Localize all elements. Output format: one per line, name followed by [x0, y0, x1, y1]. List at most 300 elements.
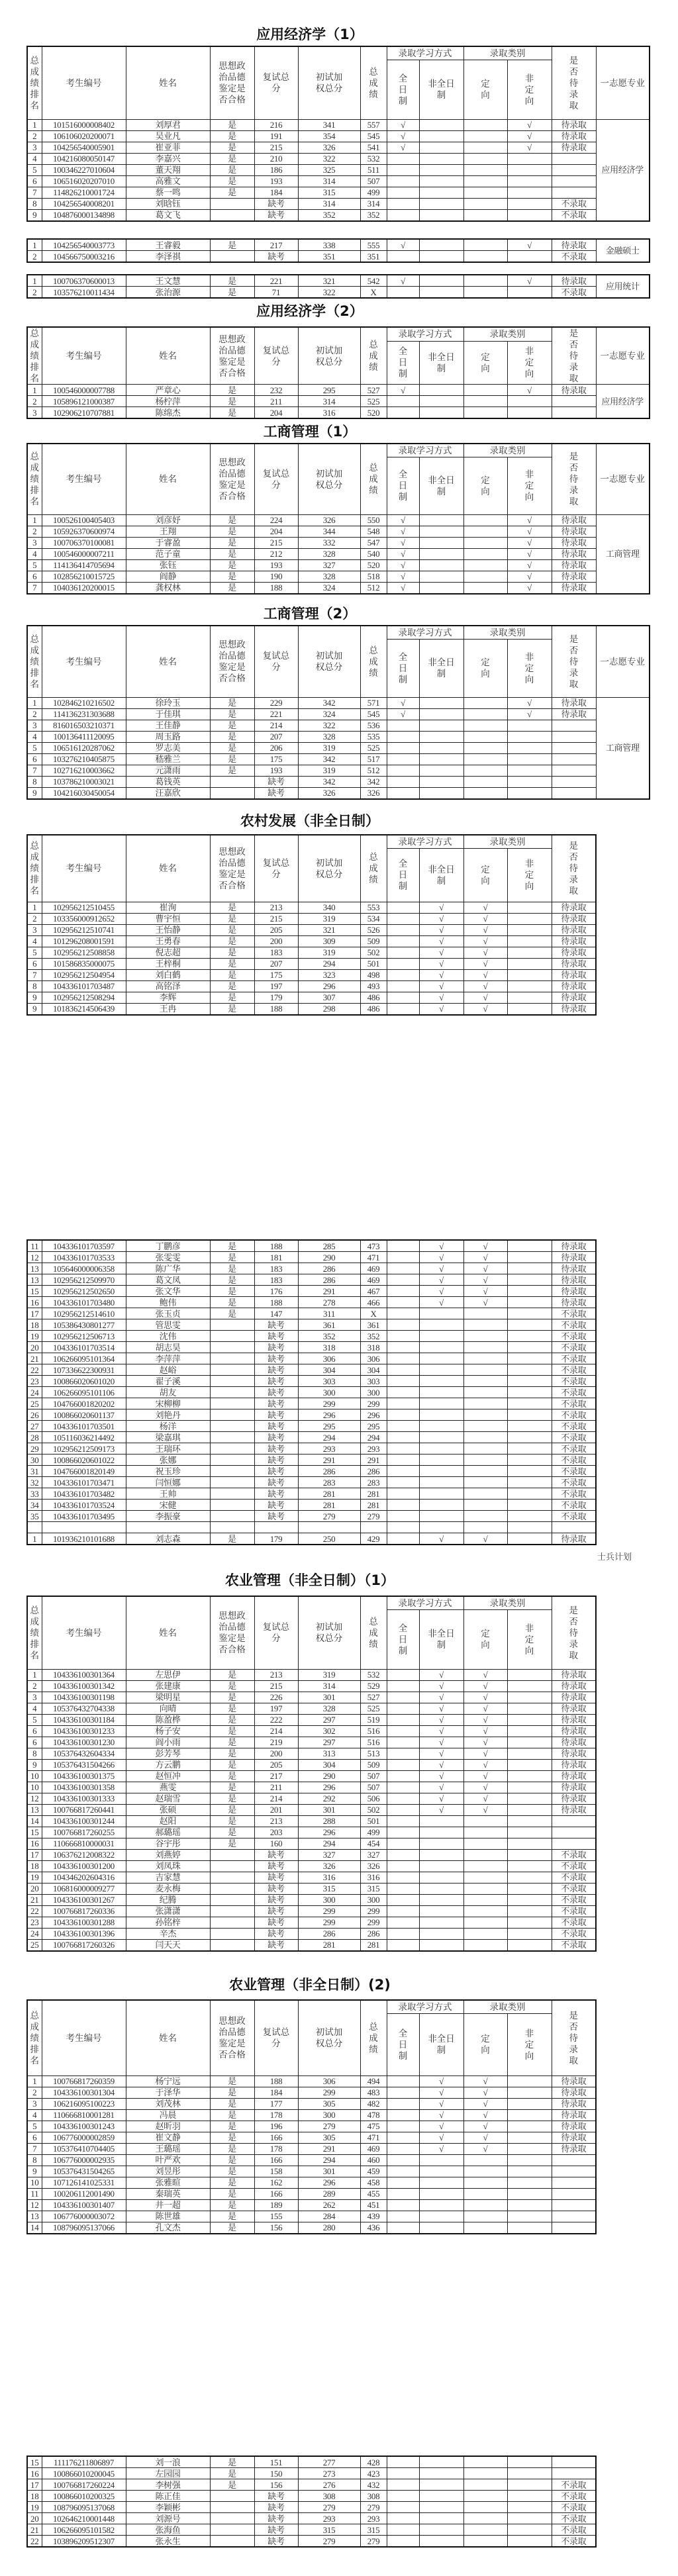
politics-pass: 是	[210, 2222, 254, 2234]
total-score: 293	[360, 1443, 387, 1455]
pending-status: 不录取	[552, 2513, 596, 2524]
initial-score: 300	[298, 2109, 360, 2121]
name: 刘凤珠	[126, 1860, 210, 1872]
politics-pass: 是	[210, 239, 254, 251]
retest-score: 201	[254, 1804, 298, 1815]
directed-mark: √	[463, 1263, 507, 1274]
directed-mark	[463, 787, 507, 799]
initial-score: 285	[298, 1240, 360, 1252]
non-directed-mark	[507, 2143, 552, 2154]
table-row	[27, 1443, 596, 1455]
full-time-mark	[387, 947, 419, 958]
rank: 6	[27, 571, 42, 582]
header-label: 全日制	[398, 469, 408, 502]
table-row	[27, 1500, 596, 1511]
table-row	[27, 1432, 596, 1443]
total-score: 499	[360, 1827, 387, 1838]
total-score: 279	[360, 2536, 387, 2548]
exam-id: 104216030450054	[42, 787, 126, 799]
non-directed-mark	[507, 2121, 552, 2132]
rank: 33	[27, 1488, 42, 1500]
directed-mark	[463, 720, 507, 731]
name: 秦瑞英	[126, 2188, 210, 2199]
non-directed-mark	[507, 1917, 552, 1928]
initial-score: 304	[298, 1759, 360, 1770]
name: 张潇潇	[126, 1905, 210, 1917]
initial-score: 361	[298, 1319, 360, 1331]
exam-id: 108796095137068	[42, 2502, 126, 2513]
non-directed-mark	[507, 1725, 552, 1737]
total-score: 296	[360, 1409, 387, 1421]
part-time-mark	[419, 164, 463, 175]
pending-status	[552, 1827, 596, 1838]
directed-mark	[463, 537, 507, 548]
full-time-mark	[387, 1455, 419, 1466]
initial-score: 297	[298, 1714, 360, 1725]
header-label: 总成绩	[369, 645, 378, 678]
header-label: 一志愿专业	[600, 474, 645, 485]
rank: 9	[27, 2166, 42, 2177]
full-time-mark	[387, 2121, 419, 2132]
rank: 1	[27, 239, 42, 251]
part-time-mark	[419, 1477, 463, 1488]
directed-mark	[463, 1511, 507, 1522]
full-time-mark	[387, 1263, 419, 1274]
name: 方云鹏	[126, 1759, 210, 1770]
exam-id: 100706370100081	[42, 537, 126, 548]
part-time-mark	[419, 1319, 463, 1331]
directed-mark: √	[463, 1003, 507, 1015]
name: 崔亚菲	[126, 142, 210, 153]
directed-mark	[463, 275, 507, 287]
full-time-mark	[387, 1804, 419, 1815]
non-directed-mark	[507, 902, 552, 913]
rank: 21	[27, 2524, 42, 2536]
retest-score: 缺考	[254, 1872, 298, 1883]
rank: 6	[27, 175, 42, 187]
name: 刘白鹤	[126, 969, 210, 980]
rank: 2	[27, 287, 42, 299]
initial-score: 279	[298, 1511, 360, 1522]
part-time-mark	[419, 2188, 463, 2199]
total-score: 423	[360, 2468, 387, 2479]
non-directed-mark	[507, 1793, 552, 1804]
rank: 3	[27, 924, 42, 935]
name: 左思伊	[126, 1669, 210, 1680]
retest-score: 221	[254, 708, 298, 720]
initial-score: 314	[298, 1680, 360, 1692]
table-row	[27, 514, 650, 526]
part-time-mark	[419, 1522, 463, 1533]
initial-score: 314	[298, 396, 360, 407]
pending-status: 待录取	[552, 1263, 596, 1274]
total-score: 316	[360, 1872, 387, 1883]
retest-score: 缺考	[254, 1860, 298, 1872]
full-time-mark	[387, 1297, 419, 1308]
name: 鲍伟	[126, 1297, 210, 1308]
politics-pass	[210, 2502, 254, 2513]
header-part-time	[419, 639, 463, 697]
full-time-mark	[387, 1331, 419, 1342]
total-score: 286	[360, 1466, 387, 1477]
table-row	[27, 1872, 596, 1883]
full-time-mark	[387, 2154, 419, 2166]
retest-score: 缺考	[254, 1917, 298, 1928]
total-score: 318	[360, 1342, 387, 1353]
part-time-mark: √	[419, 969, 463, 980]
header-label: 非全日制	[428, 79, 455, 100]
initial-score: 351	[298, 251, 360, 263]
retest-score: 缺考	[254, 1488, 298, 1500]
part-time-mark	[419, 559, 463, 571]
exam-id: 104336100301230	[42, 1737, 126, 1748]
directed-mark	[463, 209, 507, 221]
part-time-mark	[419, 1364, 463, 1376]
full-time-mark	[387, 1680, 419, 1692]
full-time-mark	[387, 969, 419, 980]
rank: 2	[27, 2087, 42, 2098]
header-label: 非全日制	[428, 1629, 455, 1650]
politics-pass: 是	[210, 1703, 254, 1714]
exam-id: 110666810001281	[42, 2109, 126, 2121]
politics-pass: 是	[210, 1725, 254, 1737]
header-label: 总成绩	[369, 852, 378, 885]
exam-id: 100206112001490	[42, 2188, 126, 2199]
politics-pass	[210, 2513, 254, 2524]
directed-mark	[463, 548, 507, 559]
retest-score: 缺考	[254, 1432, 298, 1443]
rank: 2	[27, 251, 42, 263]
header-label: 定向	[481, 475, 490, 497]
table-row	[27, 1883, 596, 1894]
directed-mark	[463, 2536, 507, 2548]
non-directed-mark	[507, 2491, 552, 2502]
non-directed-mark	[507, 198, 552, 209]
full-time-mark	[387, 1398, 419, 1409]
table-row	[27, 175, 650, 187]
politics-pass	[210, 1511, 254, 1522]
full-time-mark	[387, 913, 419, 924]
initial-score: 328	[298, 731, 360, 742]
exam-id: 104346202604316	[42, 1872, 126, 1883]
total-score: 498	[360, 969, 387, 980]
header-label: 非定向	[524, 469, 534, 502]
full-time-mark	[387, 287, 419, 299]
total-score: 486	[360, 1003, 387, 1015]
name: 张雯雯	[126, 1252, 210, 1263]
politics-pass: 是	[210, 153, 254, 164]
non-directed-mark	[507, 2513, 552, 2524]
pending-status: 待录取	[552, 1770, 596, 1782]
politics-pass	[210, 1398, 254, 1409]
full-time-mark	[387, 2536, 419, 2548]
non-directed-mark	[507, 1286, 552, 1297]
full-time-mark	[387, 1748, 419, 1759]
first-choice-major: 应用经济学	[596, 385, 650, 419]
pending-status	[552, 776, 596, 787]
non-directed-mark	[507, 1003, 552, 1015]
total-score: 550	[360, 514, 387, 526]
table-row	[27, 753, 650, 765]
part-time-mark	[419, 1838, 463, 1849]
politics-pass: 是	[210, 1748, 254, 1759]
directed-mark: √	[463, 2132, 507, 2143]
exam-id: 106776000002935	[42, 2154, 126, 2166]
non-directed-mark	[507, 1883, 552, 1894]
exam-id: 105386430801277	[42, 1319, 126, 1331]
retest-score: 缺考	[254, 1500, 298, 1511]
full-time-mark	[387, 2491, 419, 2502]
table-row	[27, 2188, 596, 2199]
total-score: 501	[360, 958, 387, 969]
pending-status: 不录取	[552, 1905, 596, 1917]
total-score: 534	[360, 913, 387, 924]
politics-pass	[210, 1432, 254, 1443]
name: 曹宇恒	[126, 913, 210, 924]
exam-id: 102956212509173	[42, 1443, 126, 1455]
part-time-mark	[419, 1500, 463, 1511]
full-time-mark	[387, 1522, 419, 1533]
name: 杨柠萍	[126, 396, 210, 407]
header-pending	[552, 626, 596, 697]
header-study-mode	[387, 2000, 463, 2013]
exam-id: 106816000009277	[42, 1883, 126, 1894]
directed-mark: √	[463, 1252, 507, 1263]
part-time-mark: √	[419, 1533, 463, 1545]
directed-mark	[463, 1466, 507, 1477]
full-time-mark	[387, 787, 419, 799]
rank: 3	[27, 407, 42, 419]
pending-status: 待录取	[552, 119, 596, 130]
full-time-mark	[387, 2109, 419, 2121]
rank: 15	[27, 1286, 42, 1297]
part-time-mark	[419, 175, 463, 187]
total-score: 283	[360, 1477, 387, 1488]
name: 梁明星	[126, 1692, 210, 1703]
part-time-mark: √	[419, 1286, 463, 1297]
full-time-mark	[387, 1905, 419, 1917]
header-label: 考生编号	[66, 1627, 102, 1638]
exam-id: 101586835000075	[42, 958, 126, 969]
total-score: 509	[360, 1759, 387, 1770]
score-table	[26, 1239, 597, 1545]
non-directed-mark	[507, 1308, 552, 1319]
table-row	[27, 1838, 596, 1849]
total-score: 428	[360, 2456, 387, 2468]
exam-id: 816016503210371	[42, 720, 126, 731]
table-row	[27, 1714, 596, 1725]
pending-status: 不录取	[552, 2479, 596, 2491]
name: 燕雯	[126, 1782, 210, 1793]
directed-mark	[463, 1319, 507, 1331]
table-row	[27, 407, 650, 419]
total-score: 361	[360, 1319, 387, 1331]
part-time-mark: √	[419, 1759, 463, 1770]
pending-status: 待录取	[552, 708, 596, 720]
header-label: 录取学习方式	[398, 1598, 452, 1608]
pending-status: 待录取	[552, 947, 596, 958]
header-label: 是否待录取	[569, 55, 579, 111]
exam-id: 104336101703597	[42, 1240, 126, 1252]
directed-mark	[463, 1443, 507, 1455]
name: 胡志昊	[126, 1342, 210, 1353]
rank: 23	[27, 1376, 42, 1387]
header-label: 复试总分	[262, 345, 290, 367]
exam-id: 104336100301200	[42, 1860, 126, 1872]
exam-id: 102956212510741	[42, 924, 126, 935]
exam-id: 104336100301198	[42, 1692, 126, 1703]
table-row	[27, 275, 650, 287]
initial-score: 324	[298, 582, 360, 594]
directed-mark: √	[463, 1533, 507, 1545]
retest-score: 缺考	[254, 2536, 298, 2548]
pending-status: 待录取	[552, 239, 596, 251]
name: 张海鱼	[126, 2524, 210, 2536]
exam-id: 100866020601022	[42, 1455, 126, 1466]
full-time-mark	[387, 198, 419, 209]
non-directed-mark	[507, 2166, 552, 2177]
politics-pass: 是	[210, 1533, 254, 1545]
part-time-mark: √	[419, 1692, 463, 1703]
pending-status	[552, 396, 596, 407]
part-time-mark	[419, 2456, 463, 2468]
rank: 1	[27, 2075, 42, 2087]
table-row	[27, 1533, 596, 1545]
retest-score: 210	[254, 153, 298, 164]
part-time-mark	[419, 130, 463, 142]
total-score: 293	[360, 2513, 387, 2524]
table-row	[27, 2121, 596, 2132]
rank: 14	[27, 2222, 42, 2234]
header-label: 录取类别	[489, 2001, 526, 2012]
header-label: 思想政治品德鉴定是否合格	[218, 846, 246, 890]
header-label: 总成绩	[369, 2021, 378, 2054]
header-part-time	[419, 457, 463, 514]
total-score: 516	[360, 1737, 387, 1748]
non-directed-mark	[507, 1860, 552, 1872]
pending-status	[552, 1522, 596, 1533]
initial-score: 291	[298, 1286, 360, 1297]
header-category	[463, 626, 552, 639]
directed-mark	[463, 1815, 507, 1827]
non-directed-mark: √	[507, 571, 552, 582]
part-time-mark	[419, 1342, 463, 1353]
full-time-mark	[387, 1770, 419, 1782]
header-study-mode	[387, 46, 463, 60]
politics-pass	[210, 787, 254, 799]
table-row	[27, 913, 596, 924]
initial-score: 299	[298, 2087, 360, 2098]
name: 吉家慧	[126, 1872, 210, 1883]
directed-mark	[463, 2524, 507, 2536]
directed-mark	[463, 1872, 507, 1883]
directed-mark	[463, 1917, 507, 1928]
retest-score: 缺考	[254, 1342, 298, 1353]
name: 孔文杰	[126, 2222, 210, 2234]
pending-status	[552, 2177, 596, 2188]
name: 辛杰	[126, 1928, 210, 1939]
rank: 9	[27, 1759, 42, 1770]
exam-id: 101836214506439	[42, 1003, 126, 1015]
pending-status: 待录取	[552, 1759, 596, 1770]
politics-pass	[210, 1455, 254, 1466]
part-time-mark	[419, 1488, 463, 1500]
table-row	[27, 1917, 596, 1928]
part-time-mark: √	[419, 980, 463, 992]
retest-score: 178	[254, 2109, 298, 2121]
directed-mark	[463, 514, 507, 526]
non-directed-mark	[507, 1477, 552, 1488]
directed-mark	[463, 582, 507, 594]
part-time-mark: √	[419, 1748, 463, 1759]
header-non-directed	[507, 341, 552, 384]
non-directed-mark	[507, 1905, 552, 1917]
directed-mark	[463, 1432, 507, 1443]
initial-score: 315	[298, 2524, 360, 2536]
politics-pass: 是	[210, 2154, 254, 2166]
rank: 19	[27, 1331, 42, 1342]
rank: 1	[27, 902, 42, 913]
rank: 1	[27, 119, 42, 130]
full-time-mark	[387, 753, 419, 765]
total-score: 545	[360, 708, 387, 720]
total-score: 473	[360, 1240, 387, 1252]
pending-status: 不录取	[552, 1511, 596, 1522]
name: 胡友	[126, 1387, 210, 1398]
rank: 12	[27, 1793, 42, 1804]
rank: 2	[27, 396, 42, 407]
directed-mark: √	[463, 2075, 507, 2087]
politics-pass: 是	[210, 385, 254, 396]
part-time-mark: √	[419, 924, 463, 935]
politics-pass: 是	[210, 1737, 254, 1748]
table-row	[27, 187, 650, 198]
full-time-mark	[387, 1860, 419, 1872]
retest-score: 222	[254, 1714, 298, 1725]
rank: 15	[27, 2456, 42, 2468]
politics-pass: 是	[210, 1263, 254, 1274]
table-row	[27, 582, 650, 594]
full-time-mark	[387, 958, 419, 969]
part-time-mark	[419, 1827, 463, 1838]
pending-status: 不录取	[552, 2536, 596, 2548]
table-row	[27, 1827, 596, 1838]
directed-mark	[463, 1409, 507, 1421]
directed-mark	[463, 1939, 507, 1951]
non-directed-mark	[507, 935, 552, 947]
politics-pass: 是	[210, 1827, 254, 1838]
rank: 19	[27, 2502, 42, 2513]
table-row	[27, 1894, 596, 1905]
non-directed-mark	[507, 787, 552, 799]
name: 张治源	[126, 287, 210, 299]
table-row	[27, 947, 596, 958]
initial-score: 279	[298, 2502, 360, 2513]
initial-score: 301	[298, 1804, 360, 1815]
name: 闫天天	[126, 1939, 210, 1951]
initial-score: 289	[298, 2188, 360, 2199]
total-score: 540	[360, 548, 387, 559]
retest-score: 229	[254, 697, 298, 708]
table-row	[27, 1928, 596, 1939]
exam-id: 106266095101582	[42, 2524, 126, 2536]
part-time-mark	[419, 514, 463, 526]
full-time-mark	[387, 1714, 419, 1725]
header-retest	[254, 1596, 298, 1669]
name: 刘燕婷	[126, 1849, 210, 1860]
directed-mark: √	[463, 1793, 507, 1804]
full-time-mark: √	[387, 537, 419, 548]
